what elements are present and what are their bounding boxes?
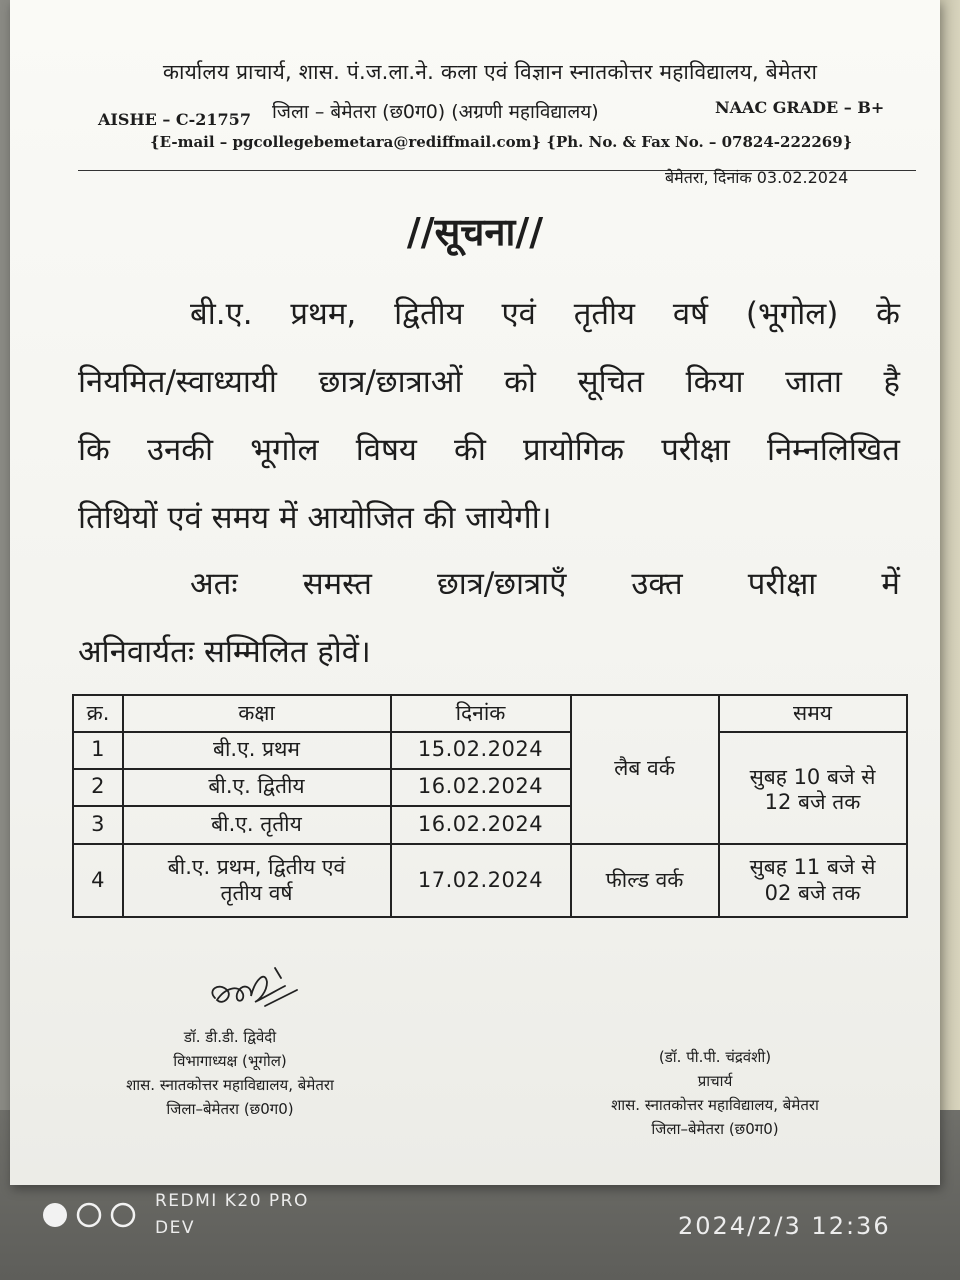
- table-row-2-class: बी.ए. द्वितीय: [208, 774, 305, 799]
- contact-line: {E-mail – pgcollegebemetara@rediffmail.com} {Ph. No. & Fax No. – 07824-222269}: [150, 133, 853, 151]
- signatory-right-name: (डॉ. पी.पी. चंद्रवंशी): [658, 1048, 772, 1066]
- table-row-4-date: 17.02.2024: [417, 867, 544, 892]
- signatory-left: [85, 1025, 375, 1121]
- word: कि: [78, 432, 110, 468]
- group-2-time-line-1: सुबह 11 बजे से: [749, 855, 876, 880]
- signatory-right-district: जिला–बेमेतरा (छ0ग0): [651, 1120, 779, 1138]
- table-border-right: [906, 694, 908, 918]
- table-row-2-sno: 2: [91, 774, 105, 799]
- word: परीक्षा: [747, 566, 817, 602]
- word: प्रायोगिक: [523, 432, 625, 468]
- word: एवं: [501, 296, 536, 332]
- signatory-right-institution: शास. स्नातकोत्तर महाविद्यालय, बेमेतरा: [611, 1096, 819, 1114]
- table-border-bottom: [72, 916, 908, 918]
- word: उक्त: [631, 566, 683, 602]
- table-row-4-sno: 4: [91, 867, 105, 892]
- camera-mode: DEV: [155, 1218, 195, 1239]
- table-row-1-sno: 1: [91, 737, 105, 762]
- word: में: [881, 566, 900, 602]
- word: छात्र/छात्राओं: [318, 364, 463, 400]
- col-header-class: कक्षा: [238, 700, 275, 725]
- word: समस्त: [302, 566, 372, 602]
- issue-date: बेमेतरा, दिनांक 03.02.2024: [665, 168, 849, 187]
- body-line-2: [78, 360, 900, 402]
- table-row-4-class-line-2: तृतीय वर्ष: [220, 880, 293, 905]
- word: तृतीय: [573, 296, 636, 332]
- col-header-date: दिनांक: [455, 700, 506, 725]
- table-row-2-date: 16.02.2024: [417, 774, 544, 799]
- signatory-left-name: डॉ. डी.डी. द्विवेदी: [183, 1028, 277, 1046]
- word: द्वितीय: [394, 296, 464, 332]
- body-line-3: [78, 428, 900, 470]
- table-row-3-sno: 3: [91, 811, 105, 836]
- col-header-sno: क्र.: [86, 700, 110, 725]
- word: किया: [685, 364, 744, 400]
- camera-lens-icon: [42, 1200, 142, 1230]
- word: वर्ष: [672, 296, 709, 332]
- body-line-1: [190, 292, 900, 334]
- group-1-time-line-1: सुबह 10 बजे से: [749, 764, 876, 789]
- signatory-left-institution: शास. स्नातकोत्तर महाविद्यालय, बेमेतरा: [126, 1076, 334, 1094]
- word: निम्नलिखित: [766, 432, 900, 468]
- table-row-3-class: बी.ए. तृतीय: [211, 811, 302, 836]
- table-row-4-class-line-1: बी.ए. प्रथम, द्वितीय एवं: [167, 855, 346, 880]
- table-row-3-date: 16.02.2024: [417, 811, 544, 836]
- col-header-time: समय: [793, 700, 832, 725]
- word: नियमित/स्वाध्यायी: [78, 364, 277, 400]
- group-2-type: फील्ड वर्क: [605, 867, 684, 892]
- group-2-time-line-2: 02 बजे तक: [764, 880, 861, 905]
- body-line-4: तिथियों एवं समय में आयोजित की जायेगी।: [78, 500, 552, 536]
- word: उनकी: [147, 432, 214, 468]
- word: को: [504, 364, 536, 400]
- office-header: कार्यालय प्राचार्य, शास. पं.ज.ला.ने. कला एवं विज्ञान स्नातकोत्तर महाविद्यालय, बेमेतरा: [162, 60, 818, 84]
- camera-model: REDMI K20 PRO: [155, 1191, 309, 1211]
- word: जाता: [785, 364, 842, 400]
- word: परीक्षा: [661, 432, 730, 468]
- word: (भूगोल): [745, 296, 839, 332]
- word: बी.ए.: [190, 296, 253, 332]
- word: की: [454, 432, 486, 468]
- word: भूगोल: [250, 432, 319, 468]
- group-2-time: [719, 845, 906, 916]
- aishe-code: AISHE – C-21757: [98, 110, 251, 129]
- word: अतः: [190, 566, 238, 602]
- word: प्रथम,: [290, 296, 357, 332]
- table-row-4-class: [123, 845, 390, 916]
- signatory-left-designation: विभागाध्यक्ष (भूगोल): [173, 1052, 287, 1070]
- signatory-right-designation: प्राचार्य: [697, 1072, 733, 1090]
- table-rule-time-header: [718, 731, 908, 733]
- group-1-time: [719, 738, 906, 842]
- group-1-time-line-2: 12 बजे तक: [764, 790, 861, 814]
- table-row-1-date: 15.02.2024: [417, 737, 544, 762]
- naac-grade: NAAC GRADE – B+: [715, 98, 885, 117]
- camera-watermark: [155, 1188, 309, 1242]
- word: छात्र/छात्राएँ: [436, 566, 567, 602]
- signature-mark: [205, 960, 305, 1020]
- table-row-1-class: बी.ए. प्रथम: [213, 737, 300, 762]
- signatory-left-district: जिला–बेमेतरा (छ0ग0): [166, 1100, 294, 1118]
- body-line-5: [190, 562, 900, 604]
- body-line-6: अनिवार्यतः सम्मिलित होवें।: [78, 634, 371, 670]
- word: है: [883, 364, 900, 400]
- group-1-type: लैब वर्क: [614, 756, 675, 781]
- notice-paper: [10, 0, 940, 1185]
- district-line: जिला – बेमेतरा (छ0ग0) (अग्रणी महाविद्यालय): [272, 101, 599, 123]
- word: सूचित: [577, 364, 644, 400]
- word: विषय: [355, 432, 417, 468]
- photo-timestamp: 2024/2/3 12:36: [678, 1212, 891, 1240]
- signatory-right: [570, 1045, 860, 1141]
- word: के: [876, 296, 900, 332]
- notice-title: //सूचना//: [406, 210, 544, 254]
